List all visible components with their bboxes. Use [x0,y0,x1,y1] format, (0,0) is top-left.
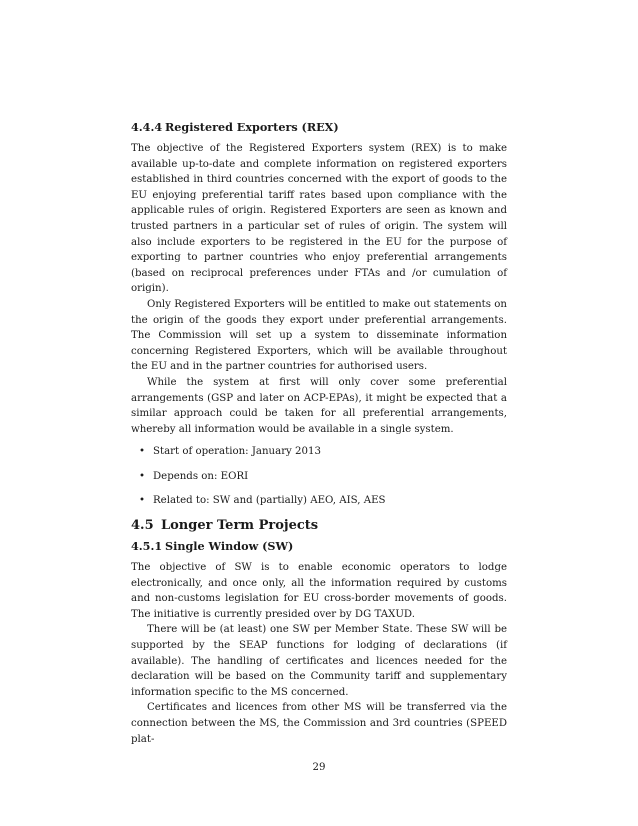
subsection-title: Single Window (SW) [165,539,294,554]
section-number: 4.5 [131,518,154,534]
paragraph: There will be (at least) one SW per Member State. These SW will be supported by the SEAP functions for lodging of declarations (if available). The handling of certificates and licences needed for the declaration will be based on the Community tariff and supplementary information specific to the MS concerned. [131,624,507,698]
paragraph: Certificates and licences from other MS will be transferred via the connection between the MS, the Commission and 3rd countries (SPEED plat- [131,702,507,745]
paragraph: While the system at first will only cover some preferential arrangements (GSP and later on ACP-EPAs), it might be expected that a similar approach could be taken for all preferential arrangements, whereby all information would be available in a single system. [131,376,507,435]
list-item-text: Depends on: EORI [153,470,249,482]
paragraph: The objective of SW is to enable economic operators to lodge electronically, and once only, all the information required by customs and non-customs legislation for EU cross-border movements of goods. The initiative is currently presided over by DG TAXUD. [131,562,507,620]
subsection-number: 4.4.4 [131,120,163,134]
list-item [139,444,507,460]
bullet-marker: • [139,470,146,482]
list-item-text: Related to: SW and (partially) AEO, AIS, AES [153,495,386,507]
list-item-text: Start of operation: January 2013 [153,446,321,458]
document-page [131,120,507,747]
section-heading-longer-term [131,518,507,533]
bullet-marker: • [139,446,146,458]
list-item [139,493,507,509]
page-number: 29 [312,762,326,773]
subsection-title: Registered Exporters (REX) [165,120,339,134]
paragraph: Only Registered Exporters will be entitled to make out statements on the origin of the goods they export under preferential arrangements. The Commission will set up a system to disseminate information concerning Registered Exporters, which will be available throughout the EU and in the partner countries for authorised users. [131,298,507,373]
section-title: Longer Term Projects [161,518,319,534]
bullet-marker: • [139,495,146,507]
subsection-heading-rex [131,120,507,134]
subsection-number: 4.5.1 [131,539,163,554]
list-item [139,469,507,485]
bullet-list [131,444,507,509]
paragraph: The objective of the Registered Exporters system (REX) is to make available up-to-date and complete information on registered exporters established in third countries concerned with the export of goods to the EU enjoying preferential tariff rates based upon compliance with the applicable rules of origin. Registered Exporters are seen as known and trusted partners in a particular set of rules of origin. The system will also include exporters to be registered in the EU for the purpose of exporting to partner countries who enjoy preferential arrangements (based on reciprocal preferences under FTAs and /or cumulation of origin). [131,143,507,295]
subsection-heading-sw [131,539,507,553]
